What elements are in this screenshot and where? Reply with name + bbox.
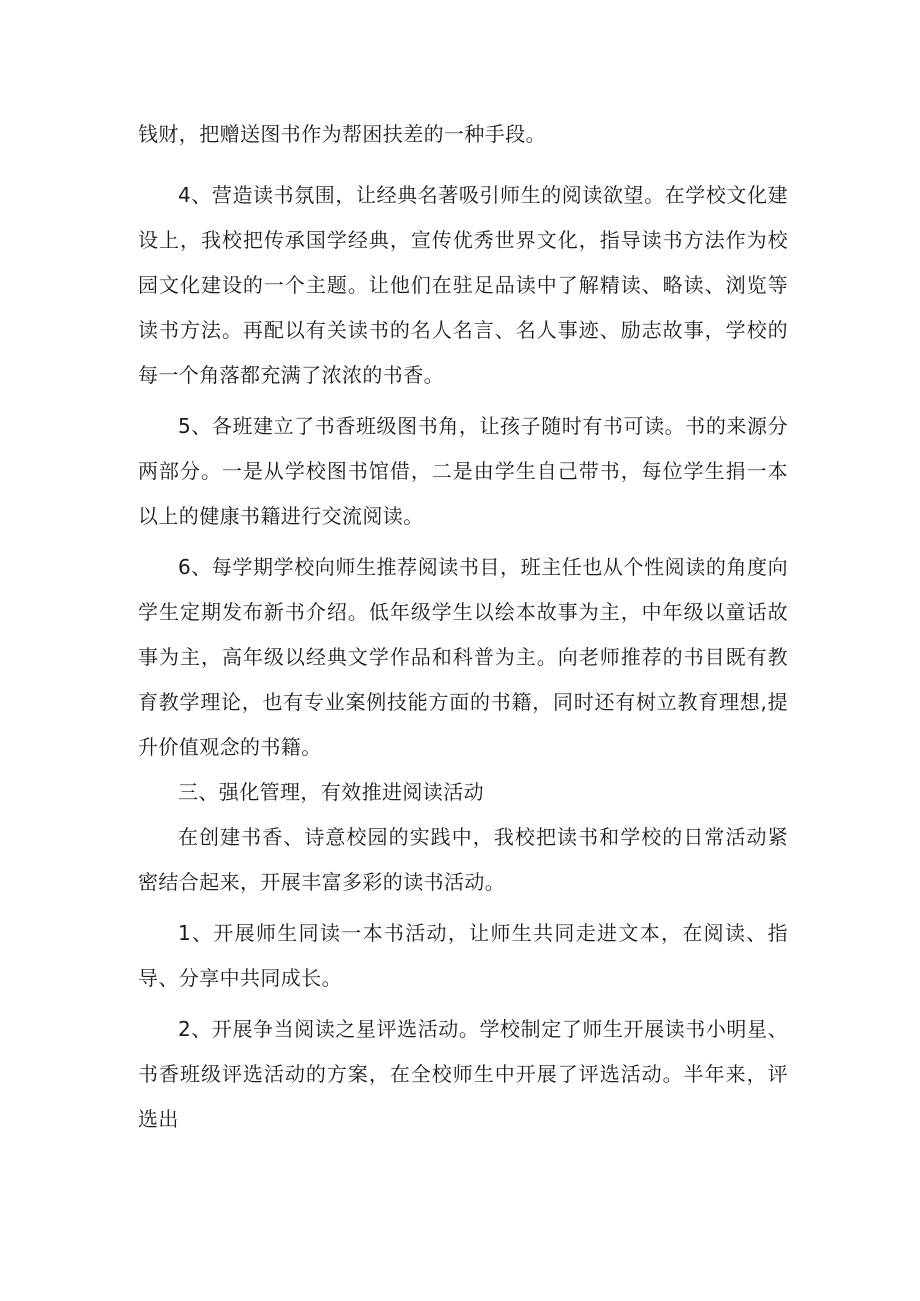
paragraph-sub-2: 2、开展争当阅读之星评选活动。学校制定了师生开展读书小明星、书香班级评选活动的方案，在全校师生中开展了评选活动。半年来，评选出 (138, 1017, 788, 1131)
paragraph-continued: 钱财，把赠送图书作为帮困扶差的一种手段。 (138, 122, 546, 146)
document-body (138, 112, 788, 1142)
paragraph-sub-1: 1、开展师生同读一本书活动，让师生共同走进文本，在阅读、指导、分享中共同成长。 (138, 921, 788, 990)
paragraph-intro-3: 在创建书香、诗意校园的实践中，我校把读书和学校的日常活动紧密结合起来，开展丰富多彩的读书活动。 (138, 825, 788, 894)
section-heading-3: 三、强化管理，有效推进阅读活动 (178, 780, 484, 804)
paragraph-item-4: 4、营造读书氛围，让经典名著吸引师生的阅读欲望。在学校文化建设上，我校把传承国学经典，宣传优秀世界文化，指导读书方法作为校园文化建设的一个主题。让他们在驻足品读中了解精读、略读、浏览等读书方法。再配以有关读书的名人名言、名人事迹、励志故事，学校的每一个角落都充满了浓浓的书香。 (138, 183, 788, 387)
paragraph-item-5: 5、各班建立了书香班级图书角，让孩子随时有书可读。书的来源分两部分。一是从学校图书馆借，二是由学生自己带书，每位学生捐一本以上的健康书籍进行交流阅读。 (138, 414, 788, 528)
paragraph-item-6: 6、每学期学校向师生推荐阅读书目，班主任也从个性阅读的角度向学生定期发布新书介绍。低年级学生以绘本故事为主，中年级以童话故事为主，高年级以经典文学作品和科普为主。向老师推荐的书目既有教育教学理论，也有专业案例技能方面的书籍，同时还有树立教育理想,提升价值观念的书籍。 (138, 555, 788, 759)
